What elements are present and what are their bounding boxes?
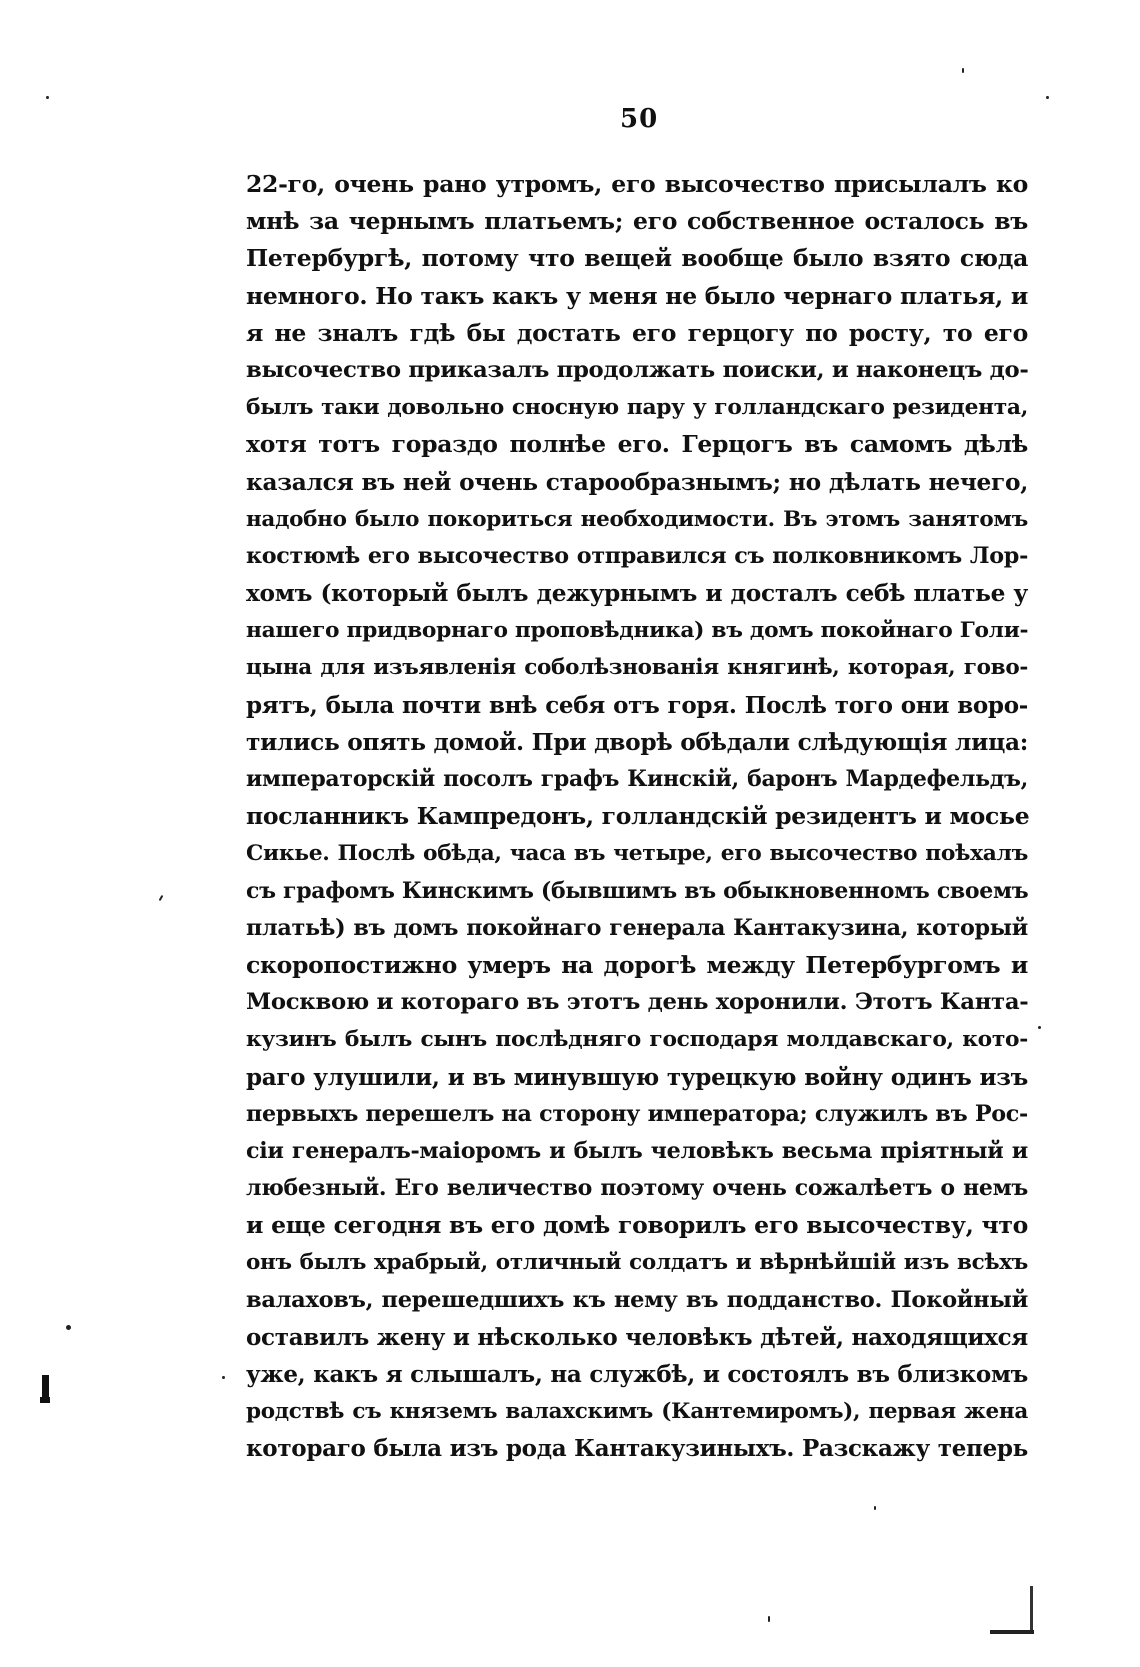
- scan-speck: [962, 68, 964, 73]
- text-line: Москвою и котораго въ этотъ день хоронили. Этотъ Канта-: [246, 989, 1029, 1016]
- text-line: валаховъ, перешедшихъ къ нему въ подданство. Покойный: [246, 1286, 1028, 1313]
- scan-speck: [66, 1325, 71, 1330]
- body-text: [246, 166, 1028, 1468]
- scan-edge: [990, 1630, 1034, 1634]
- text-line: тились опять домой. При дворѣ обѣдали слѣдующія лица:: [246, 728, 1028, 756]
- text-line: надобно было покориться необходимости. Въ этомъ занятомъ: [246, 506, 1028, 532]
- text-line: платьѣ) въ домъ покойнаго генерала Кантакузина, который: [246, 914, 1028, 941]
- scan-speck: [222, 1376, 225, 1379]
- scan-speck: [46, 96, 49, 99]
- text-line: императорскій посолъ графъ Кинскій, баронъ Мардефельдъ,: [246, 766, 1028, 792]
- text-line: высочество приказалъ продолжать поиски, и наконецъ до-: [246, 356, 1029, 383]
- text-line: оставилъ жену и нѣсколько человѣкъ дѣтей, находящихся: [246, 1323, 1028, 1351]
- text-line: раго улушили, и въ минувшую турецкую войну одинъ изъ: [246, 1063, 1028, 1091]
- text-line: сіи генералъ-маіоромъ и былъ человѣкъ весьма пріятный и: [246, 1137, 1028, 1164]
- text-line: котораго была изъ рода Кантакузиныхъ. Разскажу теперь: [246, 1435, 1028, 1463]
- text-line: кузинъ былъ сынъ послѣдняго господаря молдавскаго, кото-: [246, 1027, 1028, 1053]
- text-line: Петербургѣ, потому что вещей вообще было взято сюда: [246, 244, 1028, 273]
- scan-speck: [1046, 96, 1049, 99]
- text-line: съ графомъ Кинскимъ (бывшимъ въ обыкновенномъ своемъ: [246, 877, 1029, 904]
- text-line: казался въ ней очень старообразнымъ; но дѣлать нечего,: [246, 468, 1028, 496]
- text-line: цына для изъявленія соболѣзнованія княгинѣ, которая, гово-: [246, 655, 1028, 681]
- text-line: первыхъ перешелъ на сторону императора; служилъ въ Рос-: [246, 1100, 1028, 1127]
- text-line: рятъ, была почти внѣ себя отъ горя. Послѣ того они воро-: [246, 691, 1028, 719]
- text-line: 22-го, очень рано утромъ, его высочество присылалъ ко: [246, 170, 1028, 198]
- text-line: немного. Но такъ какъ у меня не было чернаго платья, и: [246, 281, 1028, 310]
- text-line: я не зналъ гдѣ бы достать его герцогу по росту, то его: [246, 318, 1028, 347]
- text-line: хомъ (который былъ дежурнымъ и досталъ себѣ платье у: [246, 580, 1028, 608]
- text-line: скоропостижно умеръ на дорогѣ между Петербургомъ и: [246, 950, 1028, 979]
- scan-speck: [1038, 1026, 1041, 1029]
- text-line: костюмѣ его высочество отправился съ полковникомъ Лор-: [246, 542, 1028, 569]
- text-line: Сикье. Послѣ обѣда, часа въ четыре, его высочество поѣхалъ: [246, 841, 1028, 867]
- text-line: родствѣ съ княземъ валахскимъ (Кантемиромъ), первая жена: [246, 1399, 1028, 1425]
- text-line: и еще сегодня въ его домѣ говорилъ его высочеству, что: [246, 1211, 1028, 1240]
- text-line: любезный. Его величество поэтому очень сожалѣетъ о немъ: [246, 1175, 1028, 1202]
- text-line: былъ таки довольно сносную пару у голландскаго резидента,: [246, 395, 1028, 421]
- text-line: хотя тотъ гораздо полнѣе его. Герцогъ въ самомъ дѣлѣ: [246, 430, 1028, 459]
- scan-speck: [874, 1506, 876, 1510]
- scan-edge: [1030, 1586, 1033, 1632]
- scan-speck: [768, 1616, 770, 1622]
- scan-speck: [159, 895, 164, 901]
- text-line: онъ былъ храбрый, отличный солдатъ и вѣрнѣйшій изъ всѣхъ: [246, 1250, 1028, 1276]
- scan-mark: [42, 1375, 49, 1403]
- text-line: мнѣ за чернымъ платьемъ; его собственное осталось въ: [246, 207, 1028, 236]
- text-line: нашего придворнаго проповѣдника) въ домъ покойнаго Голи-: [246, 618, 1029, 644]
- text-line: уже, какъ я слышалъ, на службѣ, и состоялъ въ близкомъ: [246, 1361, 1028, 1388]
- page-number: 50: [620, 104, 659, 134]
- text-line: посланникъ Кампредонъ, голландскій резидентъ и мосье: [246, 802, 1030, 831]
